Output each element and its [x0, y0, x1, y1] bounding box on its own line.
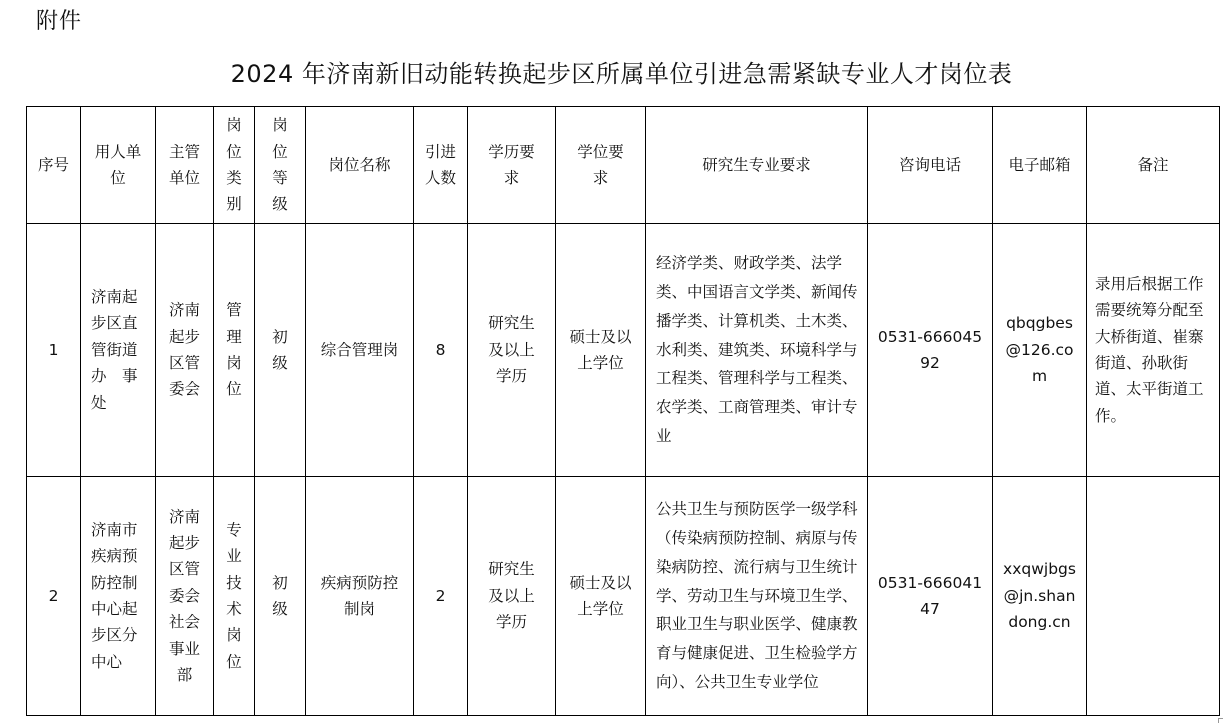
cell-post-name: 疾病预防控制岗: [306, 477, 414, 716]
header-education: 学历要求: [468, 107, 556, 224]
table-row: [27, 477, 1220, 716]
header-post-name: 岗位名称: [306, 107, 414, 224]
cell-unit: 济南市疾病预防控制中心起步区分中心: [81, 477, 156, 716]
cell-major: 公共卫生与预防医学一级学科（传染病预防控制、病原与传染病防控、流行病与卫生统计学、劳动卫生与环境卫生学、职业卫生与职业医学、健康教育与健康促进、卫生检验学方向）、公共卫生专业学位: [646, 477, 868, 716]
cell-unit: 济南起步区直管街道办 事处: [81, 224, 156, 477]
cell-phone: 0531-66604592: [868, 224, 993, 477]
cell-education: 研究生及以上学历: [468, 224, 556, 477]
cell-education: 研究生及以上学历: [468, 477, 556, 716]
cell-seq: 2: [27, 477, 81, 716]
cell-email: qbqgbes@126.com: [993, 224, 1087, 477]
header-major: 研究生专业要求: [646, 107, 868, 224]
positions-table: [26, 106, 1220, 716]
header-post-category: 岗位类别: [214, 107, 255, 224]
header-seq: 序号: [27, 107, 81, 224]
cell-degree: 硕士及以上学位: [556, 224, 646, 477]
cell-post-name: 综合管理岗: [306, 224, 414, 477]
header-unit: 用人单位: [81, 107, 156, 224]
cell-remarks: 录用后根据工作需要统筹分配至大桥街道、崔寨街道、孙耿街道、太平街道工作。: [1087, 224, 1220, 477]
cell-post-level: 初级: [255, 477, 306, 716]
cell-post-category: 管理岗位: [214, 224, 255, 477]
cell-phone: 0531-66604147: [868, 477, 993, 716]
attachment-label: 附件: [36, 9, 83, 34]
page-corner-mark: [1218, 718, 1223, 723]
header-supervisor: 主管单位: [156, 107, 214, 224]
cell-post-level: 初级: [255, 224, 306, 477]
cell-email: xxqwjbgs@jn.shandong.cn: [993, 477, 1087, 716]
header-remarks: 备注: [1087, 107, 1220, 224]
table-row: [27, 224, 1220, 477]
header-degree: 学位要求: [556, 107, 646, 224]
cell-remarks: [1087, 477, 1220, 716]
table-header-row: [27, 107, 1220, 224]
header-phone: 咨询电话: [868, 107, 993, 224]
header-email: 电子邮箱: [993, 107, 1087, 224]
cell-seq: 1: [27, 224, 81, 477]
header-post-level: 岗位等级: [255, 107, 306, 224]
cell-supervisor: 济南起步区管委会: [156, 224, 214, 477]
cell-degree: 硕士及以上学位: [556, 477, 646, 716]
cell-post-category: 专业技术岗位: [214, 477, 255, 716]
header-count: 引进人数: [414, 107, 468, 224]
page-title: 2024 年济南新旧动能转换起步区所属单位引进急需紧缺专业人才岗位表: [230, 60, 1013, 88]
cell-count: 2: [414, 477, 468, 716]
cell-supervisor: 济南起步区管委会社会事业部: [156, 477, 214, 716]
cell-major: 经济学类、财政学类、法学类、中国语言文学类、新闻传播学类、计算机类、土木类、水利类、建筑类、环境科学与工程类、管理科学与工程类、农学类、工商管理类、审计专业: [646, 224, 868, 477]
cell-count: 8: [414, 224, 468, 477]
